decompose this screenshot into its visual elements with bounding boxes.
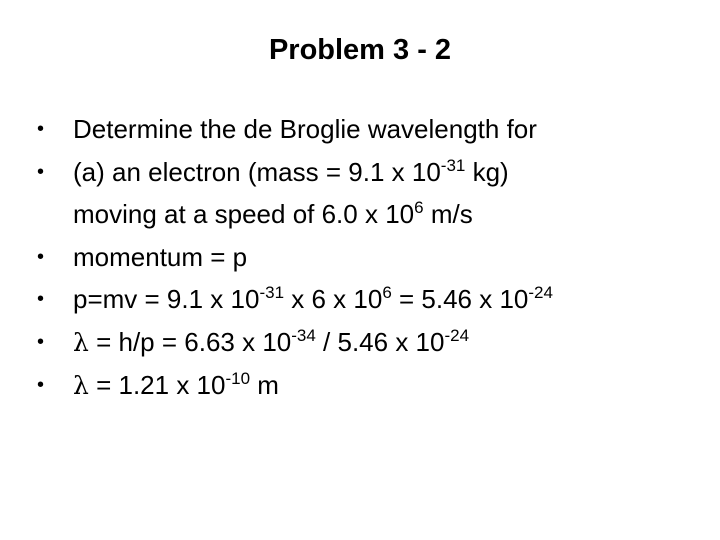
lambda-symbol: λ xyxy=(73,371,89,400)
bullet-text xyxy=(73,370,279,400)
text-segment: (a) an electron (mass = 9.1 x 10 xyxy=(73,156,441,187)
text-segment: m/s xyxy=(423,199,473,229)
text-segment: = h/p = 6.63 x 10 xyxy=(88,326,292,357)
text-segment: momentum = p xyxy=(73,241,248,272)
bullet-text xyxy=(73,157,509,230)
exponent: 6 xyxy=(382,283,392,302)
bullet-marker: • xyxy=(37,330,45,353)
exponent: -34 xyxy=(291,325,316,345)
text-segment: moving at a speed of 6.0 x 10 xyxy=(73,199,415,229)
bullet-marker: • xyxy=(37,245,45,268)
exponent: -24 xyxy=(528,283,553,302)
slide-title: Problem 3 - 2 xyxy=(268,34,452,66)
bullet-text xyxy=(73,327,469,357)
text-segment: / 5.46 x 10 xyxy=(315,326,445,357)
text-segment: = 1.21 x 10 xyxy=(88,370,226,400)
text-segment: p=mv = 9.1 x 10 xyxy=(73,284,260,314)
text-segment: m xyxy=(250,370,279,400)
bullet-item xyxy=(37,321,697,365)
exponent: -24 xyxy=(444,325,470,345)
exponent: 6 xyxy=(414,198,424,217)
text-segment: = 5.46 x 10 xyxy=(391,284,529,314)
lambda-symbol: λ xyxy=(73,327,89,357)
text-segment: x 6 x 10 xyxy=(284,284,383,314)
bullet-marker: • xyxy=(37,118,45,140)
bullet-item xyxy=(37,364,697,408)
bullet-item xyxy=(37,278,697,321)
exponent: -31 xyxy=(440,155,466,175)
bullet-marker: • xyxy=(37,374,45,396)
bullet-text xyxy=(73,114,537,144)
bullet-text xyxy=(73,284,553,314)
bullet-list xyxy=(37,108,697,408)
bullet-marker: • xyxy=(37,288,45,310)
exponent: -10 xyxy=(225,369,251,388)
bullet-item xyxy=(37,236,697,279)
bullet-item xyxy=(37,151,697,236)
bullet-marker: • xyxy=(37,160,45,183)
bullet-item xyxy=(37,108,697,151)
exponent: -31 xyxy=(259,283,285,302)
text-segment: Determine the de Broglie wavelength for xyxy=(73,114,537,144)
bullet-text xyxy=(73,242,247,272)
text-segment: kg) xyxy=(465,156,509,187)
